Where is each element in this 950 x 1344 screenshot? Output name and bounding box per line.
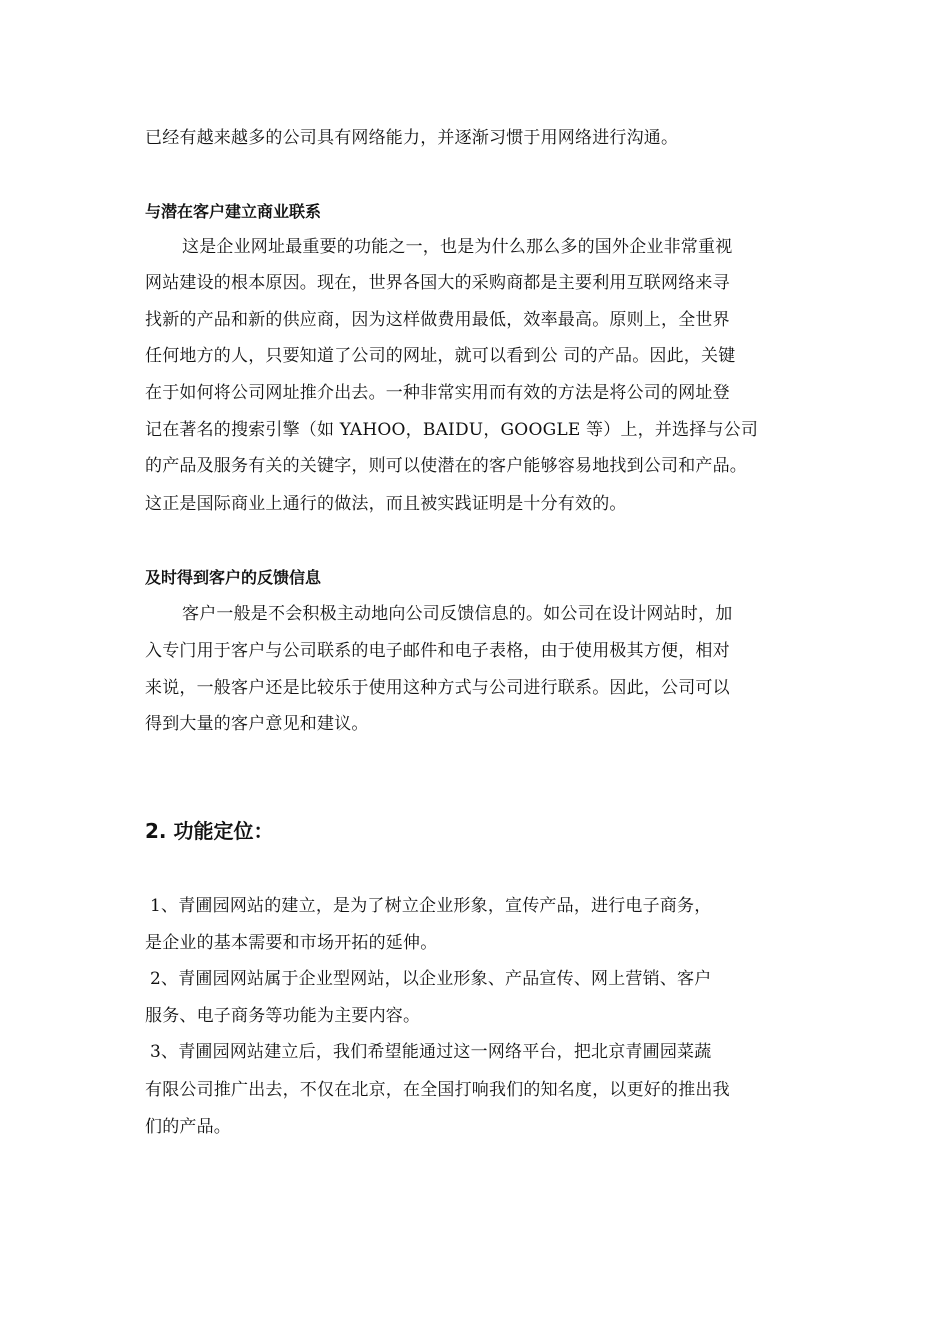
intro-line: 已经有越来越多的公司具有网络能力，并逐渐习惯于用网络进行沟通。: [145, 128, 679, 148]
list-item-line: 1、青圃园网站的建立，是为了树立企业形象，宣传产品，进行电子商务，: [150, 896, 712, 916]
paragraph-line: 记在著名的搜索引擎（如 YAHOO，BAIDU，GOOGLE 等）上，并选择与公司: [145, 420, 759, 440]
paragraph-line: 得到大量的客户意见和建议。: [145, 714, 369, 734]
list-item-line: 2、青圃园网站属于企业型网站，以企业形象、产品宣传、网上营销、客户: [150, 969, 712, 989]
paragraph-line: 找新的产品和新的供应商，因为这样做费用最低，效率最高。原则上，全世界: [145, 310, 730, 330]
list-item-line: 们的产品。: [145, 1117, 231, 1137]
section-heading-positioning: 2. 功能定位：: [145, 819, 274, 843]
section-heading-contact: 与潜在客户建立商业联系: [145, 202, 322, 221]
paragraph-line: 在于如何将公司网址推介出去。一种非常实用而有效的方法是将公司的网址登: [145, 383, 730, 403]
list-item-line: 是企业的基本需要和市场开拓的延伸。: [145, 933, 438, 953]
paragraph-line: 任何地方的人，只要知道了公司的网址，就可以看到公 司的产品。因此，关键: [145, 346, 736, 366]
paragraph-line: 入专门用于客户与公司联系的电子邮件和电子表格，由于使用极其方便，相对: [145, 641, 730, 661]
list-item-line: 3、青圃园网站建立后，我们希望能通过这一网络平台，把北京青圃园菜蔬: [150, 1042, 712, 1062]
paragraph-line: 网站建设的根本原因。现在，世界各国大的采购商都是主要利用互联网络来寻: [145, 273, 730, 293]
paragraph-line: 来说，一般客户还是比较乐于使用这种方式与公司进行联系。因此，公司可以: [145, 678, 730, 698]
paragraph-line: 的产品及服务有关的关键字，则可以使潜在的客户能够容易地找到公司和产品。: [145, 456, 747, 476]
paragraph-line: 这是企业网址最重要的功能之一，也是为什么那么多的国外企业非常重视: [182, 237, 733, 257]
paragraph-line: 这正是国际商业上通行的做法，而且被实践证明是十分有效的。: [145, 494, 627, 514]
paragraph-line: 客户一般是不会积极主动地向公司反馈信息的。如公司在设计网站时，加: [182, 604, 733, 624]
section-heading-feedback: 及时得到客户的反馈信息: [145, 568, 322, 587]
list-item-line: 服务、电子商务等功能为主要内容。: [145, 1006, 421, 1026]
list-item-line: 有限公司推广出去，不仅在北京，在全国打响我们的知名度，以更好的推出我: [145, 1080, 730, 1100]
